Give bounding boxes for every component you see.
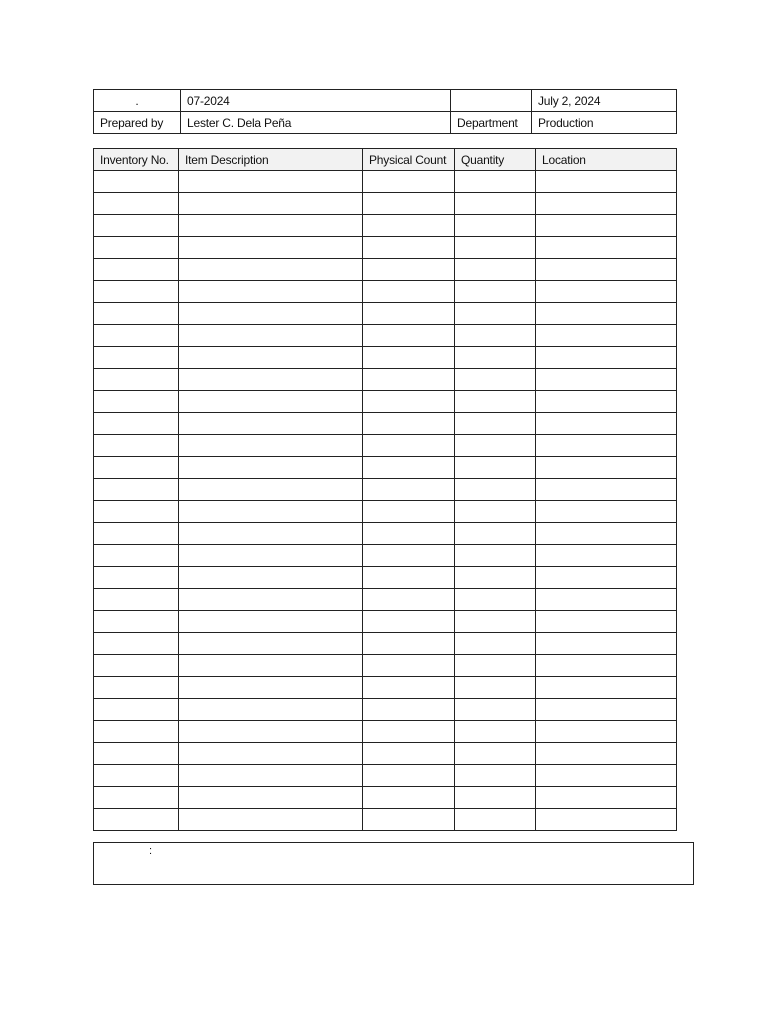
cell-location[interactable] <box>536 501 677 523</box>
cell-inventory-no[interactable] <box>94 369 179 391</box>
table-row <box>94 281 677 303</box>
cell-inventory-no[interactable] <box>94 501 179 523</box>
cell-location[interactable] <box>536 677 677 699</box>
cell-location[interactable] <box>536 237 677 259</box>
cell-inventory-no[interactable] <box>94 215 179 237</box>
cell-quantity[interactable] <box>455 545 536 567</box>
cell-quantity[interactable] <box>455 435 536 457</box>
cell-physical-count[interactable] <box>363 721 455 743</box>
table-row <box>94 523 677 545</box>
cell-physical-count[interactable] <box>363 677 455 699</box>
cell-quantity[interactable] <box>455 655 536 677</box>
cell-item-description[interactable] <box>179 193 363 215</box>
cell-item-description[interactable] <box>179 677 363 699</box>
cell-location[interactable] <box>536 391 677 413</box>
cell-item-description[interactable] <box>179 501 363 523</box>
table-row <box>94 677 677 699</box>
cell-inventory-no[interactable] <box>94 677 179 699</box>
cell-physical-count[interactable] <box>363 303 455 325</box>
prepared-by-label: Prepared by <box>94 112 181 134</box>
column-header-quantity: Quantity <box>455 149 536 171</box>
cell-quantity[interactable] <box>455 743 536 765</box>
cell-item-description[interactable] <box>179 787 363 809</box>
table-row <box>94 237 677 259</box>
cell-physical-count[interactable] <box>363 325 455 347</box>
cell-location[interactable] <box>536 413 677 435</box>
cell-item-description[interactable] <box>179 171 363 193</box>
cell-quantity[interactable] <box>455 193 536 215</box>
cell-quantity[interactable] <box>455 281 536 303</box>
cell-physical-count[interactable] <box>363 347 455 369</box>
cell-inventory-no[interactable] <box>94 611 179 633</box>
cell-item-description[interactable] <box>179 611 363 633</box>
cell-inventory-no[interactable] <box>94 787 179 809</box>
cell-item-description[interactable] <box>179 655 363 677</box>
cell-quantity[interactable] <box>455 589 536 611</box>
cell-inventory-no[interactable] <box>94 413 179 435</box>
document-number-field[interactable]: 07-2024 <box>181 90 451 112</box>
cell-location[interactable] <box>536 633 677 655</box>
cell-item-description[interactable] <box>179 413 363 435</box>
column-header-physical-count: Physical Count <box>363 149 455 171</box>
table-row <box>94 457 677 479</box>
cell-physical-count[interactable] <box>363 193 455 215</box>
cell-inventory-no[interactable] <box>94 325 179 347</box>
cell-physical-count[interactable] <box>363 391 455 413</box>
table-row <box>94 567 677 589</box>
cell-item-description[interactable] <box>179 303 363 325</box>
cell-physical-count[interactable] <box>363 237 455 259</box>
cell-inventory-no[interactable] <box>94 589 179 611</box>
table-row <box>94 303 677 325</box>
cell-inventory-no[interactable] <box>94 523 179 545</box>
cell-item-description[interactable] <box>179 347 363 369</box>
cell-physical-count[interactable] <box>363 281 455 303</box>
cell-inventory-no[interactable] <box>94 721 179 743</box>
cell-item-description[interactable] <box>179 391 363 413</box>
table-row <box>94 721 677 743</box>
cell-physical-count[interactable] <box>363 413 455 435</box>
cell-physical-count[interactable] <box>363 545 455 567</box>
table-row <box>94 633 677 655</box>
cell-quantity[interactable] <box>455 787 536 809</box>
table-row <box>94 589 677 611</box>
cell-quantity[interactable] <box>455 413 536 435</box>
cell-quantity[interactable] <box>455 501 536 523</box>
cell-location[interactable] <box>536 721 677 743</box>
cell-quantity[interactable] <box>455 699 536 721</box>
cell-item-description[interactable] <box>179 325 363 347</box>
cell-location[interactable] <box>536 743 677 765</box>
cell-inventory-no[interactable] <box>94 567 179 589</box>
department-label: Department <box>451 112 532 134</box>
table-row <box>94 347 677 369</box>
cell-inventory-no[interactable] <box>94 765 179 787</box>
cell-location[interactable] <box>536 281 677 303</box>
cell-location[interactable] <box>536 765 677 787</box>
cell-physical-count[interactable] <box>363 501 455 523</box>
cell-item-description[interactable] <box>179 435 363 457</box>
cell-quantity[interactable] <box>455 633 536 655</box>
table-row <box>94 501 677 523</box>
cell-location[interactable] <box>536 699 677 721</box>
cell-quantity[interactable] <box>455 369 536 391</box>
table-row <box>94 655 677 677</box>
cell-quantity[interactable] <box>455 611 536 633</box>
cell-item-description[interactable] <box>179 721 363 743</box>
cell-location[interactable] <box>536 457 677 479</box>
cell-physical-count[interactable] <box>363 699 455 721</box>
cell-physical-count[interactable] <box>363 171 455 193</box>
table-row <box>94 743 677 765</box>
table-row <box>94 699 677 721</box>
cell-location[interactable] <box>536 347 677 369</box>
table-row <box>94 369 677 391</box>
cell-item-description[interactable] <box>179 479 363 501</box>
cell-physical-count[interactable] <box>363 743 455 765</box>
cell-inventory-no[interactable] <box>94 171 179 193</box>
cell-location[interactable] <box>536 523 677 545</box>
prepared-by-field[interactable]: Lester C. Dela Peña <box>181 112 451 134</box>
table-row <box>94 787 677 809</box>
column-header-item-description: Item Description <box>179 149 363 171</box>
cell-physical-count[interactable] <box>363 457 455 479</box>
date-field[interactable]: July 2, 2024 <box>532 90 677 112</box>
table-row <box>94 765 677 787</box>
cell-item-description[interactable] <box>179 765 363 787</box>
cell-item-description[interactable] <box>179 589 363 611</box>
cell-location[interactable] <box>536 171 677 193</box>
cell-location[interactable] <box>536 303 677 325</box>
cell-quantity[interactable] <box>455 259 536 281</box>
cell-location[interactable] <box>536 479 677 501</box>
cell-item-description[interactable] <box>179 215 363 237</box>
table-row <box>94 809 677 831</box>
cell-quantity[interactable] <box>455 677 536 699</box>
table-row <box>94 545 677 567</box>
column-header-inventory-no: Inventory No. <box>94 149 179 171</box>
column-header-location: Location <box>536 149 677 171</box>
cell-location[interactable] <box>536 369 677 391</box>
cell-physical-count[interactable] <box>363 523 455 545</box>
cell-inventory-no[interactable] <box>94 347 179 369</box>
cell-inventory-no[interactable] <box>94 479 179 501</box>
cell-item-description[interactable] <box>179 369 363 391</box>
cell-inventory-no[interactable] <box>94 545 179 567</box>
cell-physical-count[interactable] <box>363 633 455 655</box>
cell-inventory-no[interactable] <box>94 699 179 721</box>
cell-item-description[interactable] <box>179 545 363 567</box>
inventory-body <box>94 171 677 831</box>
header-row1-label2 <box>451 90 532 112</box>
cell-quantity[interactable] <box>455 523 536 545</box>
cell-inventory-no[interactable] <box>94 281 179 303</box>
table-row <box>94 193 677 215</box>
cell-inventory-no[interactable] <box>94 809 179 831</box>
cell-location[interactable] <box>536 215 677 237</box>
cell-quantity[interactable] <box>455 391 536 413</box>
cell-item-description[interactable] <box>179 523 363 545</box>
header-row-1 <box>94 90 677 112</box>
cell-location[interactable] <box>536 655 677 677</box>
cell-inventory-no[interactable] <box>94 743 179 765</box>
cell-physical-count[interactable] <box>363 369 455 391</box>
cell-inventory-no[interactable] <box>94 391 179 413</box>
cell-quantity[interactable] <box>455 457 536 479</box>
cell-quantity[interactable] <box>455 171 536 193</box>
header-row-2 <box>94 112 677 134</box>
cell-location[interactable] <box>536 809 677 831</box>
notes-box[interactable] <box>93 842 694 885</box>
cell-physical-count[interactable] <box>363 567 455 589</box>
cell-physical-count[interactable] <box>363 655 455 677</box>
cell-quantity[interactable] <box>455 325 536 347</box>
cell-location[interactable] <box>536 545 677 567</box>
cell-physical-count[interactable] <box>363 787 455 809</box>
cell-physical-count[interactable] <box>363 589 455 611</box>
cell-quantity[interactable] <box>455 765 536 787</box>
inventory-table <box>93 148 677 831</box>
table-row <box>94 435 677 457</box>
cell-item-description[interactable] <box>179 567 363 589</box>
department-field[interactable]: Production <box>532 112 677 134</box>
inventory-header-row <box>94 149 677 171</box>
cell-quantity[interactable] <box>455 809 536 831</box>
cell-physical-count[interactable] <box>363 765 455 787</box>
cell-inventory-no[interactable] <box>94 193 179 215</box>
cell-item-description[interactable] <box>179 633 363 655</box>
table-row <box>94 325 677 347</box>
cell-item-description[interactable] <box>179 809 363 831</box>
cell-item-description[interactable] <box>179 457 363 479</box>
cell-item-description[interactable] <box>179 281 363 303</box>
cell-inventory-no[interactable] <box>94 457 179 479</box>
cell-location[interactable] <box>536 193 677 215</box>
header-info-table <box>93 89 677 134</box>
cell-quantity[interactable] <box>455 347 536 369</box>
cell-inventory-no[interactable] <box>94 259 179 281</box>
cell-physical-count[interactable] <box>363 479 455 501</box>
cell-physical-count[interactable] <box>363 215 455 237</box>
cell-item-description[interactable] <box>179 237 363 259</box>
cell-location[interactable] <box>536 611 677 633</box>
cell-inventory-no[interactable] <box>94 303 179 325</box>
cell-location[interactable] <box>536 325 677 347</box>
cell-item-description[interactable] <box>179 743 363 765</box>
header-row1-label: . <box>94 90 181 112</box>
cell-location[interactable] <box>536 567 677 589</box>
cell-physical-count[interactable] <box>363 809 455 831</box>
cell-item-description[interactable] <box>179 259 363 281</box>
cell-quantity[interactable] <box>455 215 536 237</box>
cell-item-description[interactable] <box>179 699 363 721</box>
cell-physical-count[interactable] <box>363 259 455 281</box>
cell-location[interactable] <box>536 435 677 457</box>
cell-quantity[interactable] <box>455 567 536 589</box>
table-row <box>94 611 677 633</box>
cell-quantity[interactable] <box>455 237 536 259</box>
cell-inventory-no[interactable] <box>94 655 179 677</box>
cell-quantity[interactable] <box>455 479 536 501</box>
cell-physical-count[interactable] <box>363 435 455 457</box>
cell-inventory-no[interactable] <box>94 633 179 655</box>
table-row <box>94 413 677 435</box>
cell-quantity[interactable] <box>455 303 536 325</box>
table-row <box>94 171 677 193</box>
cell-inventory-no[interactable] <box>94 237 179 259</box>
table-row <box>94 479 677 501</box>
cell-location[interactable] <box>536 787 677 809</box>
cell-inventory-no[interactable] <box>94 435 179 457</box>
cell-physical-count[interactable] <box>363 611 455 633</box>
notes-label: : <box>149 845 153 857</box>
cell-location[interactable] <box>536 259 677 281</box>
cell-quantity[interactable] <box>455 721 536 743</box>
cell-location[interactable] <box>536 589 677 611</box>
table-row <box>94 391 677 413</box>
table-row <box>94 215 677 237</box>
table-row <box>94 259 677 281</box>
